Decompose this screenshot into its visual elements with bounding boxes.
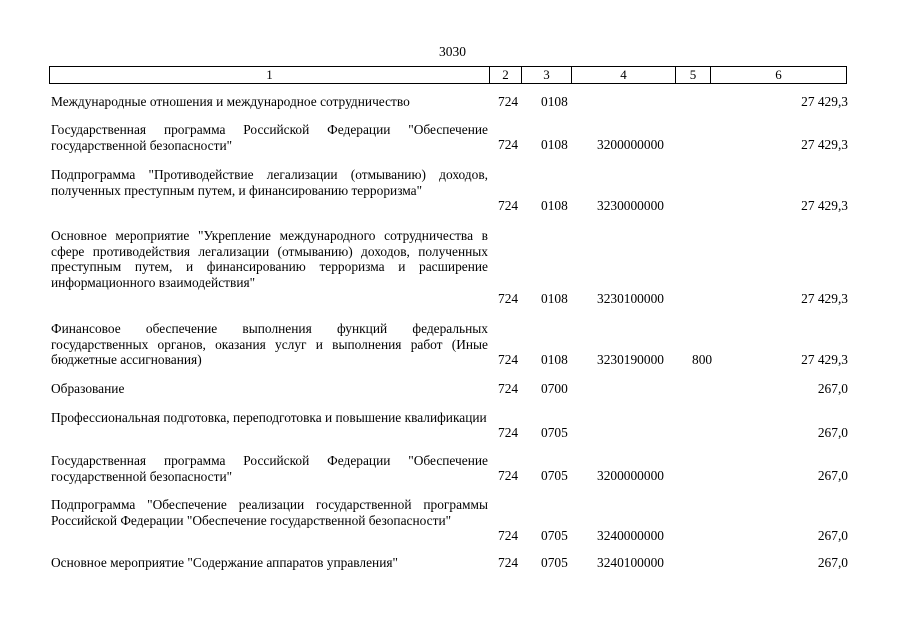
row-sum: 27 429,3 <box>801 137 848 153</box>
row-section: 0705 <box>541 425 568 441</box>
table-row <box>51 497 848 544</box>
column-header-1: 1 <box>50 67 490 83</box>
row-ved: 724 <box>498 528 519 544</box>
table-row <box>51 228 848 307</box>
table-row <box>51 122 848 153</box>
row-section: 0705 <box>541 468 568 484</box>
row-section: 0700 <box>541 381 568 397</box>
row-sum: 27 429,3 <box>801 291 848 307</box>
row-ved: 724 <box>498 352 519 368</box>
row-name: Государственная программа Российской Федерации "Обеспечение государственной безопасности" <box>51 122 488 153</box>
row-target-article: 3230100000 <box>597 291 664 307</box>
row-expense-type: 800 <box>692 352 713 368</box>
table-row <box>51 555 848 571</box>
row-target-article: 3200000000 <box>597 137 664 153</box>
row-name: Профессиональная подготовка, переподготовка и повышение квалификации <box>51 410 487 425</box>
row-target-article: 3240100000 <box>597 555 664 571</box>
row-sum: 267,0 <box>817 468 848 484</box>
column-header-6: 6 <box>775 67 782 82</box>
column-header-4: 4 <box>572 67 676 83</box>
row-ved: 724 <box>498 137 519 153</box>
row-ved: 724 <box>498 381 519 397</box>
row-name: Основное мероприятие "Содержание аппаратов управления" <box>51 555 398 570</box>
row-section: 0108 <box>541 94 568 110</box>
row-section: 0108 <box>541 198 568 214</box>
column-header-3: 3 <box>522 67 572 83</box>
row-name: Образование <box>51 381 125 396</box>
row-ved: 724 <box>498 555 519 571</box>
row-section: 0108 <box>541 137 568 153</box>
row-target-article: 3240000000 <box>597 528 664 544</box>
table-row <box>51 321 848 368</box>
row-target-article: 3230190000 <box>597 352 664 368</box>
row-sum: 27 429,3 <box>801 352 848 368</box>
row-section: 0705 <box>541 528 568 544</box>
row-ved: 724 <box>498 468 519 484</box>
row-ved: 724 <box>498 94 519 110</box>
column-header-2: 2 <box>490 67 522 83</box>
table-row <box>51 381 848 397</box>
table-row <box>51 167 848 214</box>
row-sum: 27 429,3 <box>801 94 848 110</box>
column-header-5: 5 <box>676 67 711 83</box>
row-section: 0108 <box>541 352 568 368</box>
table-header <box>49 66 847 84</box>
row-sum: 267,0 <box>817 425 848 441</box>
page-number: 3030 <box>439 44 466 59</box>
row-section: 0705 <box>541 555 568 571</box>
row-ved: 724 <box>498 425 519 441</box>
table-row <box>51 94 848 110</box>
table-row <box>51 453 848 484</box>
row-sum: 267,0 <box>817 381 848 397</box>
row-target-article: 3230000000 <box>597 198 664 214</box>
row-name: Государственная программа Российской Федерации "Обеспечение государственной безопасности" <box>51 453 488 484</box>
row-name: Финансовое обеспечение выполнения функций федеральных государственных органов, оказания услуг и выполнения работ (Иные бюджетные ассигнования) <box>51 321 488 368</box>
row-target-article: 3200000000 <box>597 468 664 484</box>
row-name: Подпрограмма "Обеспечение реализации государственной программы Российской Федерации "Обеспечение государственной безопасности" <box>51 497 488 528</box>
row-sum: 27 429,3 <box>801 198 848 214</box>
row-ved: 724 <box>498 291 519 307</box>
row-sum: 267,0 <box>817 528 848 544</box>
row-name: Основное мероприятие "Укрепление международного сотрудничества в сфере противодействия легализации (отмыванию) доходов, полученных преступным путем, и финансированию терроризма и расширение информационного взаимодействия" <box>51 228 488 290</box>
row-name: Международные отношения и международное сотрудничество <box>51 94 410 109</box>
row-section: 0108 <box>541 291 568 307</box>
row-ved: 724 <box>498 198 519 214</box>
table-row <box>51 410 848 441</box>
row-name: Подпрограмма "Противодействие легализации (отмыванию) доходов, полученных преступным путем, и финансированию терроризма" <box>51 167 488 198</box>
row-sum: 267,0 <box>817 555 848 571</box>
